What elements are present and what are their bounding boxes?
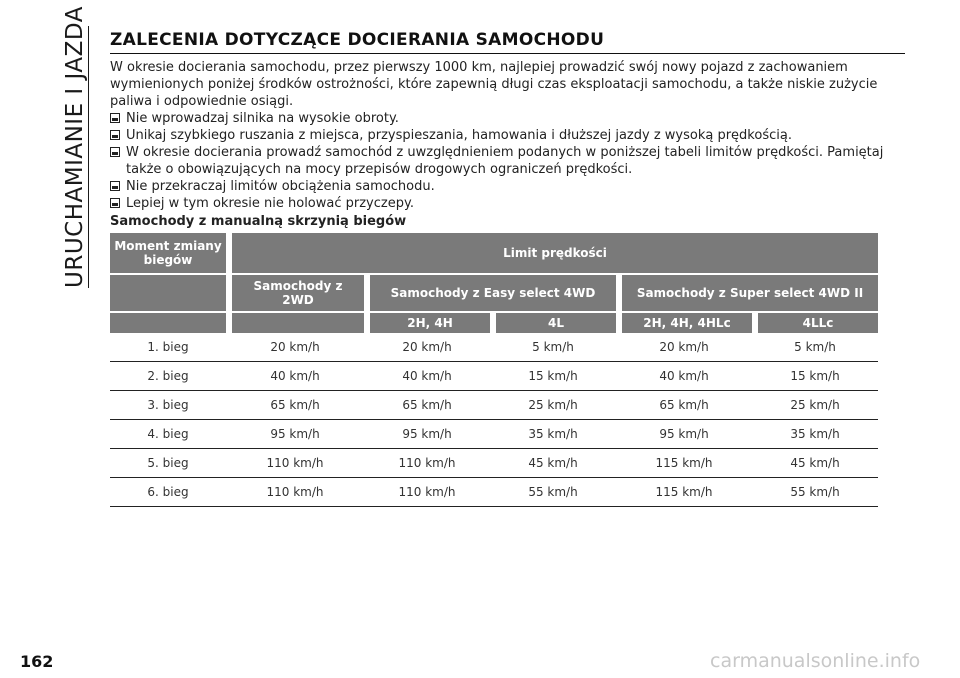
section-tab-label: URUCHAMIANIE I JAZDA <box>62 6 88 288</box>
speed-cell: 25 km/h <box>490 391 616 420</box>
speed-cell: 40 km/h <box>616 362 752 391</box>
speed-cell: 65 km/h <box>226 391 364 420</box>
section-tab-rule <box>88 26 89 288</box>
speed-cell: 20 km/h <box>226 333 364 362</box>
speed-cell: 25 km/h <box>752 391 878 420</box>
header-gear-change: Moment zmiany biegów <box>110 233 226 275</box>
speed-cell: 40 km/h <box>364 362 490 391</box>
table-row <box>110 362 878 391</box>
speed-cell: 95 km/h <box>364 420 490 449</box>
page-content <box>110 30 905 507</box>
speed-cell: 35 km/h <box>490 420 616 449</box>
speed-cell: 95 km/h <box>616 420 752 449</box>
speed-cell: 110 km/h <box>226 478 364 507</box>
speed-cell: 5 km/h <box>752 333 878 362</box>
table-row <box>110 478 878 507</box>
list-item <box>110 110 905 127</box>
speed-cell: 15 km/h <box>490 362 616 391</box>
table-row <box>110 391 878 420</box>
speed-cell: 15 km/h <box>752 362 878 391</box>
header-blank-cell <box>226 313 364 333</box>
gear-cell: 3. bieg <box>110 391 226 420</box>
gear-cell: 1. bieg <box>110 333 226 362</box>
speed-cell: 45 km/h <box>490 449 616 478</box>
list-item <box>110 127 905 144</box>
speed-cell: 55 km/h <box>752 478 878 507</box>
list-item <box>110 178 905 195</box>
car-bullet-icon <box>110 147 120 157</box>
header-speed-limit: Limit prędkości <box>226 233 878 275</box>
list-item-text: Nie wprowadzaj silnika na wysokie obroty. <box>126 111 399 126</box>
list-item <box>110 144 905 178</box>
speed-cell: 40 km/h <box>226 362 364 391</box>
list-item-text: Nie przekraczaj limitów obciążenia samochodu. <box>126 179 435 194</box>
list-item-text: W okresie docierania prowadź samochód z uwzględnieniem podanych w poniższej tabeli limitów prędkości. Pamiętaj także o obowiązujących na mocy przepisów drogowych ograniczeń prędkości. <box>126 145 884 177</box>
list-item-text: Unikaj szybkiego ruszania z miejsca, przyspieszania, hamowania i dłuższej jazdy z wysoką prędkością. <box>126 128 792 143</box>
speed-cell: 95 km/h <box>226 420 364 449</box>
speed-limit-table <box>110 233 878 507</box>
table-row <box>110 420 878 449</box>
header-easy-mode-1: 2H, 4H <box>364 313 490 333</box>
watermark: carmanualsonline.info <box>710 650 921 672</box>
speed-cell: 35 km/h <box>752 420 878 449</box>
speed-cell: 115 km/h <box>616 478 752 507</box>
precautions-list <box>110 110 905 212</box>
speed-cell: 5 km/h <box>490 333 616 362</box>
header-easy-select: Samochody z Easy select 4WD <box>364 275 616 313</box>
speed-cell: 110 km/h <box>364 449 490 478</box>
speed-cell: 115 km/h <box>616 449 752 478</box>
page-number: 162 <box>20 652 54 671</box>
speed-cell: 65 km/h <box>616 391 752 420</box>
header-super-select: Samochody z Super select 4WD II <box>616 275 878 313</box>
header-super-mode-1: 2H, 4H, 4HLc <box>616 313 752 333</box>
header-easy-mode-2: 4L <box>490 313 616 333</box>
list-item-text: Lepiej w tym okresie nie holować przyczepy. <box>126 196 414 211</box>
list-item <box>110 195 905 212</box>
header-super-mode-2: 4LLc <box>752 313 878 333</box>
gear-cell: 4. bieg <box>110 420 226 449</box>
speed-cell: 20 km/h <box>364 333 490 362</box>
speed-cell: 65 km/h <box>364 391 490 420</box>
header-2wd: Samochody z 2WD <box>226 275 364 313</box>
speed-cell: 45 km/h <box>752 449 878 478</box>
speed-cell: 110 km/h <box>364 478 490 507</box>
car-bullet-icon <box>110 198 120 208</box>
car-bullet-icon <box>110 113 120 123</box>
intro-paragraph: W okresie docierania samochodu, przez pierwszy 1000 km, najlepiej prowadzić swój nowy pojazd z zachowaniem wymienionych poniżej środków ostrożności, które zapewnią długi czas eksploatacji samochodu, a także niskie zużycie paliwa i odpowiednie osiągi. <box>110 60 878 109</box>
speed-cell: 55 km/h <box>490 478 616 507</box>
table-row <box>110 449 878 478</box>
page-title: ZALECENIA DOTYCZĄCE DOCIERANIA SAMOCHODU <box>110 30 905 54</box>
table-row <box>110 333 878 362</box>
header-blank-cell <box>110 313 226 333</box>
table-heading: Samochody z manualną skrzynią biegów <box>110 214 407 229</box>
gear-cell: 6. bieg <box>110 478 226 507</box>
gear-cell: 2. bieg <box>110 362 226 391</box>
car-bullet-icon <box>110 130 120 140</box>
car-bullet-icon <box>110 181 120 191</box>
speed-cell: 110 km/h <box>226 449 364 478</box>
gear-cell: 5. bieg <box>110 449 226 478</box>
speed-cell: 20 km/h <box>616 333 752 362</box>
header-blank-cell <box>110 275 226 313</box>
